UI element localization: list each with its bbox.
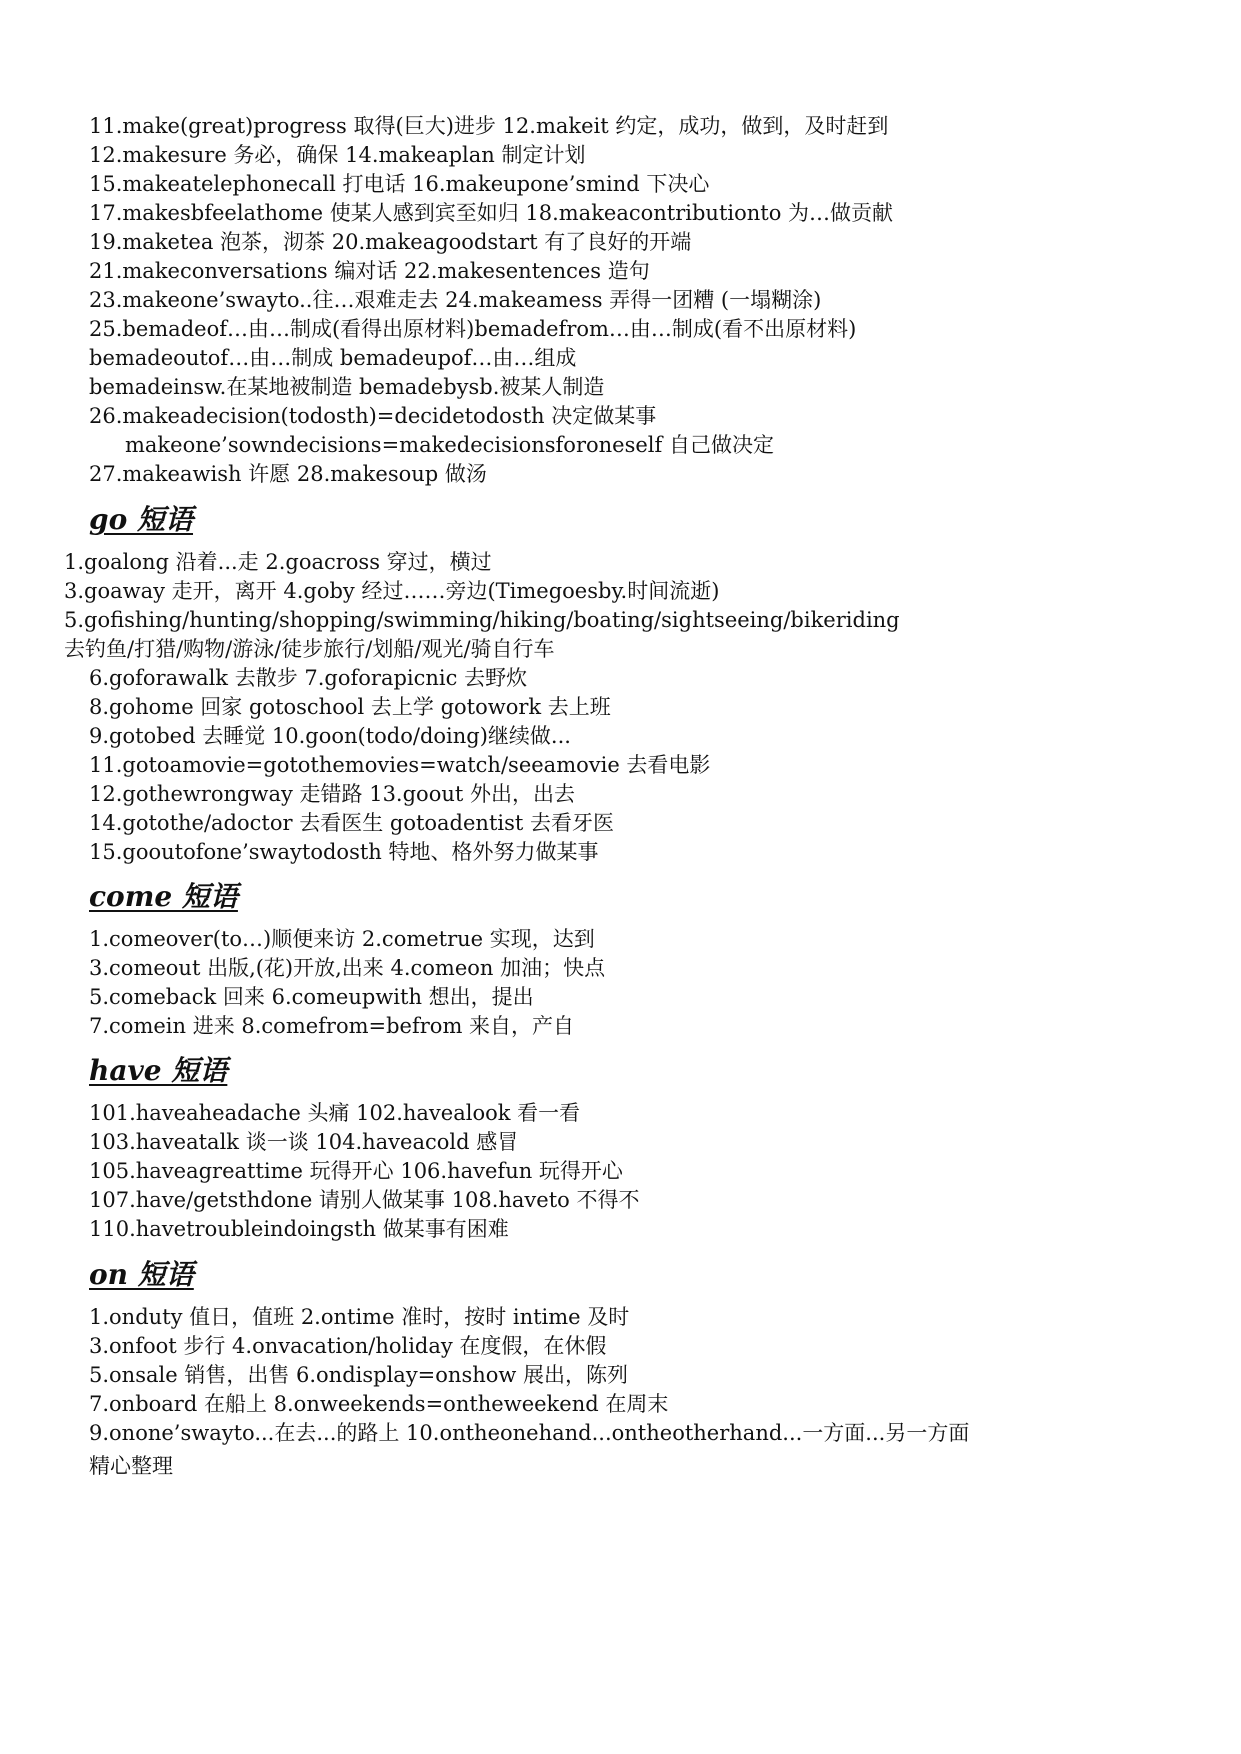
phrase-line: 12.gothewrongway 走错路 13.goout 外出，出去 <box>89 782 575 806</box>
section-heading-on: on 短语 <box>89 1258 194 1291</box>
phrase-line: 21.makeconversations 编对话 22.makesentences 造句 <box>89 259 650 283</box>
phrase-line: 5.comeback 回来 6.comeupwith 想出，提出 <box>89 985 534 1009</box>
phrase-line: 103.haveatalk 谈一谈 104.haveacold 感冒 <box>89 1130 519 1154</box>
phrase-line: 27.makeawish 许愿 28.makesoup 做汤 <box>89 462 487 486</box>
phrase-line: 26.makeadecision(todosth)=decidetodosth 决定做某事 <box>89 404 657 428</box>
phrase-line: 9.onone’swayto...在去...的路上 10.ontheonehand...ontheotherhand...一方面...另一方面 <box>89 1421 970 1445</box>
phrase-line: 1.goalong 沿着...走 2.goacross 穿过，横过 <box>64 550 492 574</box>
phrase-line: 11.gotoamovie=gotothemovies=watch/seeamovie 去看电影 <box>89 753 711 777</box>
section-heading-come: come 短语 <box>89 880 238 913</box>
phrase-line: 3.comeout 出版,(花)开放,出来 4.comeon 加油；快点 <box>89 956 606 980</box>
phrase-line: 5.onsale 销售，出售 6.ondisplay=onshow 展出，陈列 <box>89 1363 629 1387</box>
phrase-line: 25.bemadeof…由…制成(看得出原材料)bemadefrom…由…制成(看不出原材料) <box>89 317 857 341</box>
phrase-line: 12.makesure 务必，确保 14.makeaplan 制定计划 <box>89 143 586 167</box>
phrase-line: 15.gooutofone’swaytodosth 特地、格外努力做某事 <box>89 840 599 864</box>
phrase-line: 7.comein 进来 8.comefrom=befrom 来自，产自 <box>89 1014 575 1038</box>
phrase-line: 6.goforawalk 去散步 7.goforapicnic 去野炊 <box>89 666 528 690</box>
phrase-line: 11.make(great)progress 取得(巨大)进步 12.makeit 约定，成功，做到，及时赶到 <box>89 114 889 138</box>
phrase-line: 15.makeatelephonecall 打电话 16.makeupone’smind 下决心 <box>89 172 710 196</box>
phrase-line: 14.gotothe/adoctor 去看医生 gotoadentist 去看牙医 <box>89 811 614 835</box>
phrase-line: 107.have/getsthdone 请别人做某事 108.haveto 不得不 <box>89 1188 640 1212</box>
section-heading-go: go 短语 <box>89 503 194 536</box>
phrase-line: 8.gohome 回家 gotoschool 去上学 gotowork 去上班 <box>89 695 611 719</box>
section-heading-have: have 短语 <box>89 1054 228 1087</box>
phrase-line: 9.gotobed 去睡觉 10.goon(todo/doing)继续做... <box>89 724 571 748</box>
phrase-line: makeone’sowndecisions=makedecisionsforoneself 自己做决定 <box>125 433 774 457</box>
phrase-line: 19.maketea 泡茶，沏茶 20.makeagoodstart 有了良好的开端 <box>89 230 692 254</box>
phrase-line: bemadeoutof…由…制成 bemadeupof…由…组成 <box>89 346 577 370</box>
phrase-line: 7.onboard 在船上 8.onweekends=ontheweekend 在周末 <box>89 1392 669 1416</box>
phrase-line: 去钓鱼/打猎/购物/游泳/徒步旅行/划船/观光/骑自行车 <box>64 637 555 661</box>
phrase-line: 1.comeover(to…)顺便来访 2.cometrue 实现，达到 <box>89 927 595 951</box>
phrase-line: 3.goaway 走开，离开 4.goby 经过……旁边(Timegoesby.时间流逝) <box>64 579 720 603</box>
phrase-line: 3.onfoot 步行 4.onvacation/holiday 在度假，在休假 <box>89 1334 607 1358</box>
phrase-line: 105.haveagreattime 玩得开心 106.havefun 玩得开心 <box>89 1159 623 1183</box>
phrase-line: 17.makesbfeelathome 使某人感到宾至如归 18.makeacontributionto 为…做贡献 <box>89 201 894 225</box>
phrase-line: 101.haveaheadache 头痛 102.havealook 看一看 <box>89 1101 581 1125</box>
phrase-line: 110.havetroubleindoingsth 做某事有困难 <box>89 1217 509 1241</box>
phrase-line: 1.onduty 值日，值班 2.ontime 准时，按时 intime 及时 <box>89 1305 630 1329</box>
footer-note: 精心整理 <box>89 1454 173 1478</box>
phrase-line: bemadeinsw.在某地被制造 bemadebysb.被某人制造 <box>89 375 605 399</box>
phrase-line: 23.makeone’swayto..往…艰难走去 24.makeamess 弄得一团糟 (一塌糊涂) <box>89 288 822 312</box>
phrase-line: 5.gofishing/hunting/shopping/swimming/hiking/boating/sightseeing/bikeriding <box>64 608 900 632</box>
